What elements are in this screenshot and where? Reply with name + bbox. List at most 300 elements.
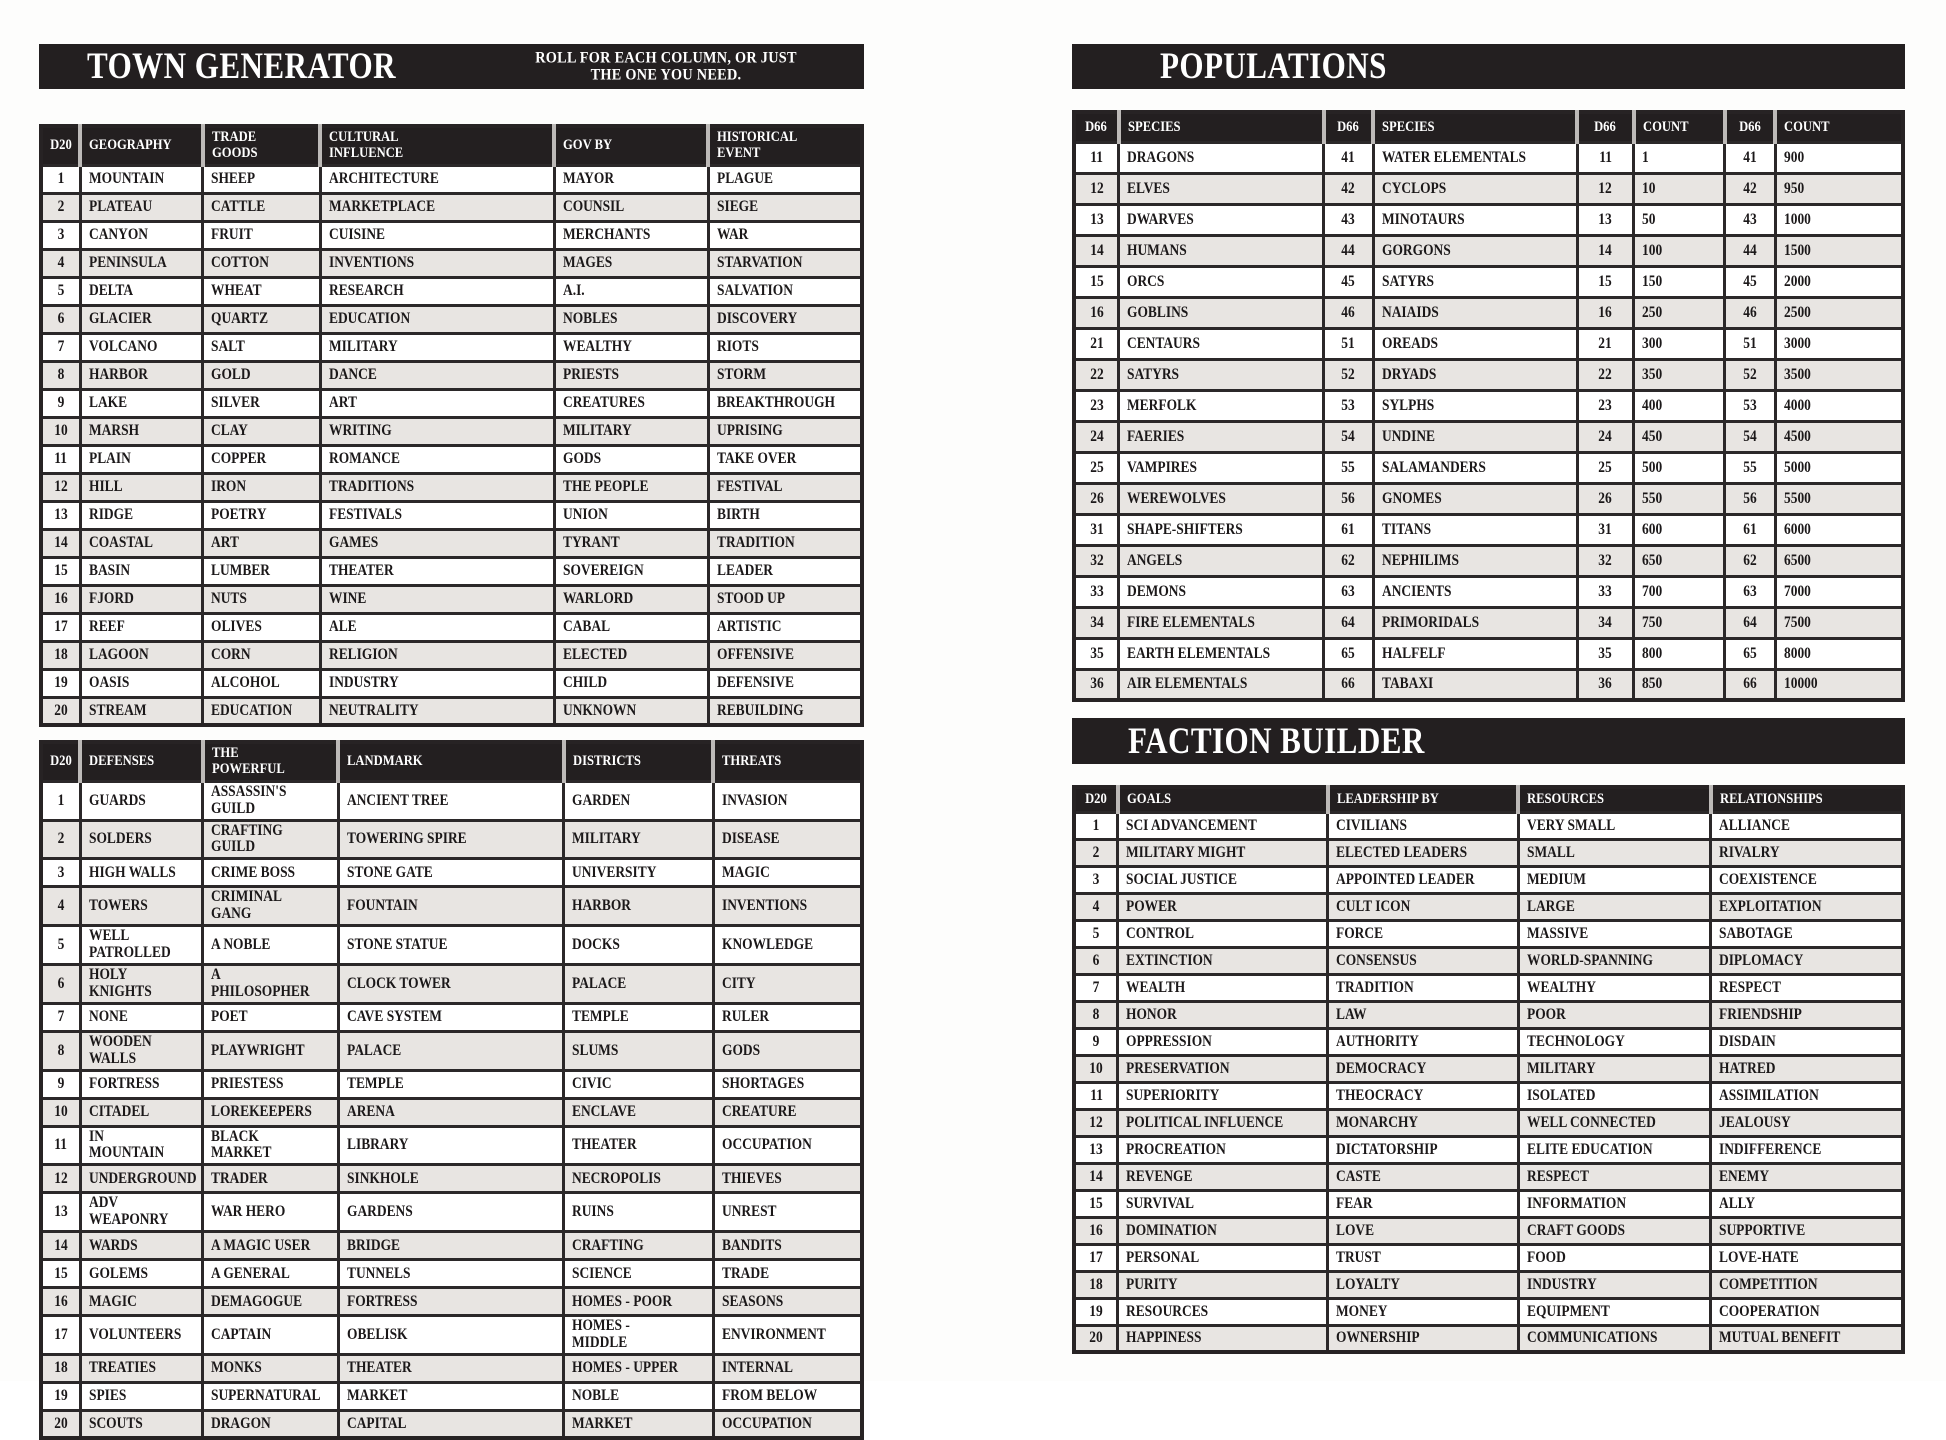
table-cell: PENINSULA <box>80 249 202 277</box>
table-cell: 1 <box>1074 812 1118 839</box>
table-cell: 34 <box>1074 607 1119 638</box>
table-cell: 44 <box>1324 235 1374 266</box>
table-cell: AIR ELEMENTALS <box>1119 669 1324 700</box>
table-cell: COEXISTENCE <box>1711 866 1903 893</box>
table-row <box>1074 1325 1903 1352</box>
table-cell: 41 <box>1725 142 1776 173</box>
table-cell: 550 <box>1634 483 1725 514</box>
table-row <box>41 193 862 221</box>
table-cell: GOBLINS <box>1119 297 1324 328</box>
table-cell: BREAKTHROUGH <box>708 389 862 417</box>
table-cell: OREADS <box>1373 328 1577 359</box>
table-cell: MAGIC <box>713 859 862 887</box>
table-row <box>41 1260 862 1288</box>
table-cell: AUTHORITY <box>1328 1028 1519 1055</box>
table-cell: CASTE <box>1328 1163 1519 1190</box>
table-cell: 55 <box>1725 452 1776 483</box>
table-cell: 3000 <box>1775 328 1903 359</box>
table-cell: 19 <box>41 1382 80 1410</box>
table-cell: 100 <box>1634 235 1725 266</box>
table-cell: SCI ADVANCEMENT <box>1118 812 1328 839</box>
table-cell: 61 <box>1324 514 1374 545</box>
table-row <box>41 1165 862 1193</box>
column-header: DISTRICTS <box>564 742 713 781</box>
table-cell: SIEGE <box>708 193 862 221</box>
table-cell: 850 <box>1634 669 1725 700</box>
table-cell: MILITARY MIGHT <box>1118 839 1328 866</box>
table-cell: ORCS <box>1119 266 1324 297</box>
table-cell: COASTAL <box>80 529 202 557</box>
table-cell: WEALTH <box>1118 974 1328 1001</box>
table-cell: 56 <box>1725 483 1776 514</box>
table-cell: GODS <box>554 445 708 473</box>
table-cell: CUISINE <box>320 221 554 249</box>
table-cell: FRUIT <box>203 221 320 249</box>
table-cell: WAR <box>708 221 862 249</box>
table-cell: TEMPLE <box>564 1003 713 1031</box>
table-cell: 43 <box>1324 204 1374 235</box>
table-cell: 5500 <box>1775 483 1903 514</box>
table-cell: GODS <box>713 1031 862 1070</box>
table-cell: SOCIAL JUSTICE <box>1118 866 1328 893</box>
table-cell: MERCHANTS <box>554 221 708 249</box>
table-cell: RESOURCES <box>1118 1298 1328 1325</box>
table-cell: WAR HERO <box>203 1193 338 1232</box>
table-cell: UNIVERSITY <box>564 859 713 887</box>
table-cell: NEPHILIMS <box>1373 545 1577 576</box>
table-cell: 9 <box>1074 1028 1118 1055</box>
table-cell: ASSASSIN'S GUILD <box>203 781 338 820</box>
table-cell: TRUST <box>1328 1244 1519 1271</box>
table-cell: 16 <box>41 1288 80 1316</box>
table-cell: MILITARY <box>1518 1055 1710 1082</box>
table-cell: ALLY <box>1711 1190 1903 1217</box>
table-cell: NOBLE <box>564 1382 713 1410</box>
faction-builder-title-bar <box>1072 718 1905 764</box>
table-cell: TABAXI <box>1373 669 1577 700</box>
table-cell: THEATER <box>338 1354 564 1382</box>
table-cell: LAGOON <box>80 641 202 669</box>
table-cell: 7 <box>41 1003 80 1031</box>
table-row <box>41 1316 862 1355</box>
table-row <box>1074 235 1903 266</box>
table-cell: HARBOR <box>564 887 713 926</box>
table-cell: CAVE SYSTEM <box>338 1003 564 1031</box>
table-cell: WEALTHY <box>554 333 708 361</box>
table-cell: STARVATION <box>708 249 862 277</box>
table-cell: 56 <box>1324 483 1374 514</box>
table-cell: SOVEREIGN <box>554 557 708 585</box>
table-cell: 5000 <box>1775 452 1903 483</box>
town-generator-table-1 <box>39 124 864 727</box>
table-cell: 2000 <box>1775 266 1903 297</box>
table-cell: MONKS <box>203 1354 338 1382</box>
table-cell: 45 <box>1725 266 1776 297</box>
table-cell: TRADITION <box>708 529 862 557</box>
table-cell: 34 <box>1577 607 1633 638</box>
table-cell: SUPERIORITY <box>1118 1082 1328 1109</box>
table-cell: ALE <box>320 613 554 641</box>
table-cell: ANCIENTS <box>1373 576 1577 607</box>
table-row <box>1074 1298 1903 1325</box>
table-cell: SATYRS <box>1119 359 1324 390</box>
table-cell: 6 <box>41 305 80 333</box>
table-cell: SHEEP <box>203 165 320 193</box>
table-cell: RESPECT <box>1711 974 1903 1001</box>
table-cell: 10 <box>41 417 80 445</box>
table-cell: POOR <box>1518 1001 1710 1028</box>
table-cell: INDUSTRY <box>1518 1271 1710 1298</box>
table-cell: SALT <box>203 333 320 361</box>
table-cell: STOOD UP <box>708 585 862 613</box>
table-row <box>1074 421 1903 452</box>
table-cell: 13 <box>1074 204 1119 235</box>
table-cell: 9 <box>41 389 80 417</box>
table-cell: 1500 <box>1775 235 1903 266</box>
table-cell: GNOMES <box>1373 483 1577 514</box>
column-header: TRADE GOODS <box>203 126 320 165</box>
table-cell: 46 <box>1324 297 1374 328</box>
table-cell: 11 <box>41 445 80 473</box>
table-cell: TRADE <box>713 1260 862 1288</box>
table-cell: 1000 <box>1775 204 1903 235</box>
town-generator-title: TOWN GENERATOR <box>87 46 396 87</box>
column-header: D66 <box>1577 112 1633 142</box>
table-cell: 12 <box>1074 173 1119 204</box>
table-cell: 15 <box>1577 266 1633 297</box>
table-cell: IN MOUNTAIN <box>80 1126 202 1165</box>
table-cell: BLACK MARKET <box>203 1126 338 1165</box>
table-cell: 13 <box>1577 204 1633 235</box>
table-row <box>1074 297 1903 328</box>
table-cell: ENEMY <box>1711 1163 1903 1190</box>
table-cell: RIVALRY <box>1711 839 1903 866</box>
table-cell: HOMES - POOR <box>564 1288 713 1316</box>
table-row <box>41 417 862 445</box>
table-cell: 18 <box>41 1354 80 1382</box>
table-row <box>1074 974 1903 1001</box>
table-cell: PRIESTS <box>554 361 708 389</box>
table-cell: BIRTH <box>708 501 862 529</box>
table-cell: 17 <box>1074 1244 1118 1271</box>
table-cell: UNDERGROUND <box>80 1165 202 1193</box>
table-cell: EARTH ELEMENTALS <box>1119 638 1324 669</box>
table-cell: SCIENCE <box>564 1260 713 1288</box>
table-cell: DISCOVERY <box>708 305 862 333</box>
table-cell: 5 <box>41 277 80 305</box>
table-row <box>41 249 862 277</box>
table-cell: MAYOR <box>554 165 708 193</box>
table-cell: 8 <box>41 1031 80 1070</box>
table-cell: 7500 <box>1775 607 1903 638</box>
table-cell: CULT ICON <box>1328 893 1519 920</box>
table-cell: 15 <box>1074 1190 1118 1217</box>
table-cell: MILITARY <box>564 820 713 859</box>
table-cell: STONE GATE <box>338 859 564 887</box>
table-row <box>1074 142 1903 173</box>
table-cell: CIVILIANS <box>1328 812 1519 839</box>
table-cell: 17 <box>41 1316 80 1355</box>
table-cell: 43 <box>1725 204 1776 235</box>
table-cell: CITY <box>713 964 862 1003</box>
table-cell: GARDEN <box>564 781 713 820</box>
table-cell: OWNERSHIP <box>1328 1325 1519 1352</box>
table-cell: 52 <box>1725 359 1776 390</box>
table-cell: IRON <box>203 473 320 501</box>
table-cell: CRAFTING GUILD <box>203 820 338 859</box>
town-generator-title-bar <box>39 44 864 89</box>
table-cell: MARKETPLACE <box>320 193 554 221</box>
table-cell: 62 <box>1725 545 1776 576</box>
table-cell: 20 <box>1074 1325 1118 1352</box>
table-cell: 300 <box>1634 328 1725 359</box>
table-cell: COMPETITION <box>1711 1271 1903 1298</box>
table-cell: WORLD-SPANNING <box>1518 947 1710 974</box>
table-row <box>1074 1136 1903 1163</box>
table-row <box>41 1354 862 1382</box>
column-header: D20 <box>41 742 80 781</box>
table-cell: MAGIC <box>80 1288 202 1316</box>
table-cell: DEMAGOGUE <box>203 1288 338 1316</box>
table-row <box>1074 483 1903 514</box>
table-row <box>41 1031 862 1070</box>
table-cell: WELL PATROLLED <box>80 926 202 965</box>
table-cell: A GENERAL <box>203 1260 338 1288</box>
table-cell: 250 <box>1634 297 1725 328</box>
table-cell: 63 <box>1725 576 1776 607</box>
table-cell: DISEASE <box>713 820 862 859</box>
table-cell: MARSH <box>80 417 202 445</box>
table-cell: PERSONAL <box>1118 1244 1328 1271</box>
table-cell: 4 <box>41 887 80 926</box>
town-generator-subtitle: ROLL FOR EACH COLUMN, OR JUST THE ONE YOU NEED. <box>535 49 797 84</box>
column-header: D66 <box>1074 112 1119 142</box>
table-cell: INFORMATION <box>1518 1190 1710 1217</box>
table-cell: HARBOR <box>80 361 202 389</box>
populations-title: POPULATIONS <box>1160 46 1387 87</box>
table-cell: ANCIENT TREE <box>338 781 564 820</box>
table-row <box>1074 1055 1903 1082</box>
table-cell: DISDAIN <box>1711 1028 1903 1055</box>
table-cell: 11 <box>41 1126 80 1165</box>
table-row <box>1074 328 1903 359</box>
table-row <box>1074 1109 1903 1136</box>
column-header: RELATIONSHIPS <box>1711 787 1903 812</box>
table-cell: PALACE <box>338 1031 564 1070</box>
table-cell: 400 <box>1634 390 1725 421</box>
table-cell: 12 <box>1577 173 1633 204</box>
table-row <box>41 781 862 820</box>
table-row <box>1074 576 1903 607</box>
table-cell: CLOCK TOWER <box>338 964 564 1003</box>
table-cell: 8 <box>1074 1001 1118 1028</box>
table-row <box>41 1126 862 1165</box>
table-cell: SCOUTS <box>80 1410 202 1438</box>
table-cell: STREAM <box>80 697 202 725</box>
table-cell: WATER ELEMENTALS <box>1373 142 1577 173</box>
table-row <box>1074 514 1903 545</box>
table-cell: 10 <box>41 1098 80 1126</box>
column-header: D20 <box>1074 787 1118 812</box>
table-cell: ALLIANCE <box>1711 812 1903 839</box>
table-cell: LEADER <box>708 557 862 585</box>
header-row <box>41 126 862 165</box>
table-cell: SURVIVAL <box>1118 1190 1328 1217</box>
table-cell: POET <box>203 1003 338 1031</box>
table-cell: ELVES <box>1119 173 1324 204</box>
table-cell: 65 <box>1324 638 1374 669</box>
table-cell: 1 <box>41 165 80 193</box>
table-cell: 66 <box>1324 669 1374 700</box>
table-cell: DRYADS <box>1373 359 1577 390</box>
table-cell: 26 <box>1577 483 1633 514</box>
table-cell: ARENA <box>338 1098 564 1126</box>
table-cell: OCCUPATION <box>713 1410 862 1438</box>
table-cell: 55 <box>1324 452 1374 483</box>
table-cell: TOWERING SPIRE <box>338 820 564 859</box>
table-cell: TYRANT <box>554 529 708 557</box>
table-cell: BASIN <box>80 557 202 585</box>
table-cell: FRIENDSHIP <box>1711 1001 1903 1028</box>
faction-builder-title: FACTION BUILDER <box>1128 720 1425 762</box>
table-cell: EQUIPMENT <box>1518 1298 1710 1325</box>
table-row <box>1074 1244 1903 1271</box>
table-cell: POETRY <box>203 501 320 529</box>
table-cell: CORN <box>203 641 320 669</box>
table-cell: LOVE <box>1328 1217 1519 1244</box>
table-cell: UNION <box>554 501 708 529</box>
table-cell: CONTROL <box>1118 920 1328 947</box>
table-row <box>1074 669 1903 700</box>
table-row <box>41 1070 862 1098</box>
table-cell: VAMPIRES <box>1119 452 1324 483</box>
table-cell: 5 <box>41 926 80 965</box>
table-cell: 21 <box>1577 328 1633 359</box>
column-header: LANDMARK <box>338 742 564 781</box>
table-cell: 64 <box>1725 607 1776 638</box>
table-row <box>1074 266 1903 297</box>
table-cell: 4 <box>1074 893 1118 920</box>
table-cell: PLAGUE <box>708 165 862 193</box>
table-cell: WELL CONNECTED <box>1518 1109 1710 1136</box>
table-cell: MONARCHY <box>1328 1109 1519 1136</box>
table-cell: 22 <box>1074 359 1119 390</box>
table-cell: 25 <box>1074 452 1119 483</box>
table-row <box>41 641 862 669</box>
table-cell: GLACIER <box>80 305 202 333</box>
table-row <box>41 887 862 926</box>
table-cell: 32 <box>1577 545 1633 576</box>
table-cell: WOODEN WALLS <box>80 1031 202 1070</box>
table-cell: INVENTIONS <box>713 887 862 926</box>
table-cell: ART <box>203 529 320 557</box>
table-row <box>1074 638 1903 669</box>
table-cell: PLAIN <box>80 445 202 473</box>
town-generator-table-2-wrap <box>39 740 864 1440</box>
table-cell: 23 <box>1074 390 1119 421</box>
table-cell: 2 <box>41 820 80 859</box>
table-cell: COOPERATION <box>1711 1298 1903 1325</box>
table-cell: MONEY <box>1328 1298 1519 1325</box>
populations-table-wrap <box>1072 110 1905 702</box>
table-cell: CONSENSUS <box>1328 947 1519 974</box>
table-cell: RIDGE <box>80 501 202 529</box>
table-cell: DOMINATION <box>1118 1217 1328 1244</box>
table-cell: FESTIVAL <box>708 473 862 501</box>
table-cell: OLIVES <box>203 613 320 641</box>
table-cell: MARKET <box>564 1410 713 1438</box>
table-row <box>41 473 862 501</box>
table-cell: 33 <box>1577 576 1633 607</box>
table-cell: 950 <box>1775 173 1903 204</box>
table-cell: DWARVES <box>1119 204 1324 235</box>
table-cell: HIGH WALLS <box>80 859 202 887</box>
table-row <box>1074 947 1903 974</box>
table-cell: TECHNOLOGY <box>1518 1028 1710 1055</box>
table-cell: 19 <box>41 669 80 697</box>
table-cell: 65 <box>1725 638 1776 669</box>
column-header: CULTURAL INFLUENCE <box>320 126 554 165</box>
table-row <box>41 613 862 641</box>
table-cell: ELITE EDUCATION <box>1518 1136 1710 1163</box>
table-cell: MARKET <box>338 1382 564 1410</box>
table-cell: 61 <box>1725 514 1776 545</box>
table-cell: 64 <box>1324 607 1374 638</box>
table-cell: 32 <box>1074 545 1119 576</box>
table-cell: GARDENS <box>338 1193 564 1232</box>
table-cell: 2 <box>41 193 80 221</box>
table-cell: APPOINTED LEADER <box>1328 866 1519 893</box>
column-header: SPECIES <box>1119 112 1324 142</box>
table-cell: CRIME BOSS <box>203 859 338 887</box>
table-row <box>41 445 862 473</box>
table-cell: 53 <box>1725 390 1776 421</box>
table-cell: DOCKS <box>564 926 713 965</box>
table-cell: 7000 <box>1775 576 1903 607</box>
table-cell: 12 <box>41 473 80 501</box>
table-row <box>41 305 862 333</box>
table-cell: COUNSIL <box>554 193 708 221</box>
table-cell: CABAL <box>554 613 708 641</box>
column-header: D20 <box>41 126 80 165</box>
table-row <box>41 859 862 887</box>
table-cell: THEATER <box>564 1126 713 1165</box>
table-cell: TEMPLE <box>338 1070 564 1098</box>
table-cell: 46 <box>1725 297 1776 328</box>
table-cell: 19 <box>1074 1298 1118 1325</box>
table-cell: A.I. <box>554 277 708 305</box>
table-row <box>41 1288 862 1316</box>
table-cell: 16 <box>1074 1217 1118 1244</box>
table-cell: NECROPOLIS <box>564 1165 713 1193</box>
table-cell: HUMANS <box>1119 235 1324 266</box>
table-cell: 63 <box>1324 576 1374 607</box>
table-cell: 13 <box>41 501 80 529</box>
table-cell: 45 <box>1324 266 1374 297</box>
table-cell: OASIS <box>80 669 202 697</box>
table-cell: DIPLOMACY <box>1711 947 1903 974</box>
table-cell: VOLCANO <box>80 333 202 361</box>
table-row <box>41 669 862 697</box>
table-cell: 14 <box>1074 235 1119 266</box>
table-cell: 22 <box>1577 359 1633 390</box>
table-cell: 26 <box>1074 483 1119 514</box>
table-cell: MERFOLK <box>1119 390 1324 421</box>
table-row <box>41 1098 862 1126</box>
table-cell: 3 <box>1074 866 1118 893</box>
table-cell: 11 <box>1074 142 1119 173</box>
table-cell: UNDINE <box>1373 421 1577 452</box>
